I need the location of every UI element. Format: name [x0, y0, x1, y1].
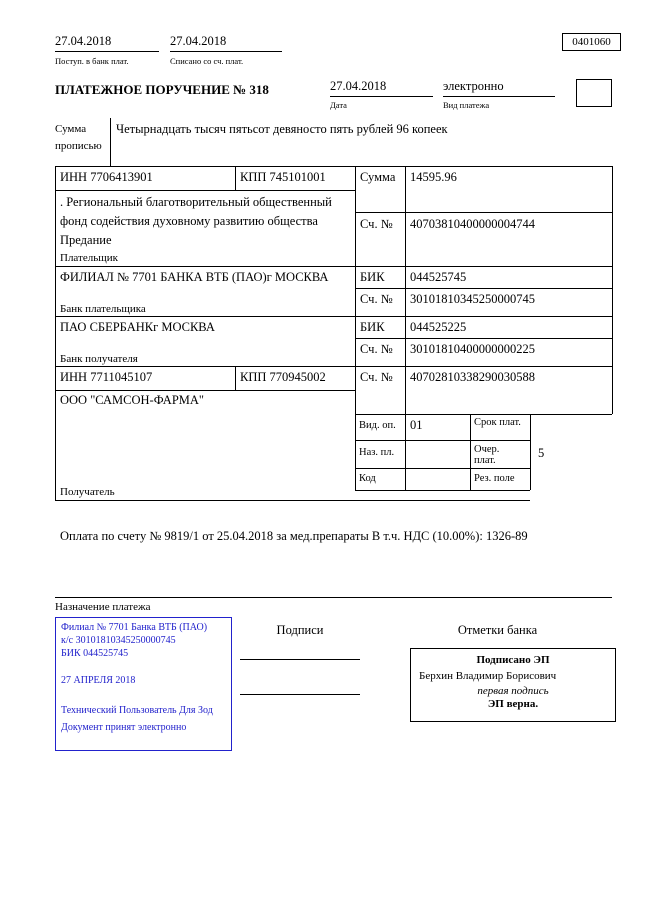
payer-bank-account-label: Сч. №: [360, 292, 393, 306]
bank-marks-caption: Отметки банка: [457, 623, 538, 637]
purpose-text: Оплата по счету № 9819/1 от 25.04.2018 за мед.препараты В т.ч. НДС (10.00%): 1326-89: [60, 529, 528, 543]
payment-kind-caption: Вид платежа: [443, 100, 490, 110]
form-line: [405, 166, 406, 490]
form-line: [355, 166, 356, 490]
form-line: [55, 166, 56, 500]
payer-bank-caption: Банк плательщика: [60, 303, 146, 315]
form-line: [355, 414, 612, 415]
form-line: [355, 490, 530, 491]
form-line: [55, 190, 355, 191]
priority-value: 5: [538, 446, 545, 460]
payee-bank-name: ПАО СБЕРБАНКг МОСКВА: [60, 320, 215, 334]
amount-words-label: [55, 121, 102, 154]
payee-bank-account-label: Сч. №: [360, 342, 393, 356]
empty-field-box: [576, 79, 612, 107]
payer-bank-account: 30101810345250000745: [410, 292, 535, 306]
amount-words-label-line2: прописью: [55, 139, 102, 152]
amount-words-value: Четырнадцать тысяч пятьсот девяносто пять рублей 96 копеек: [116, 122, 448, 136]
payee-inn: ИНН 7711045107: [60, 370, 153, 384]
term-label: Срок плат.: [474, 417, 521, 428]
sum-value: 14595.96: [410, 170, 457, 184]
bank-stamp-user: Технический Пользователь Для Зод: [61, 705, 213, 716]
signatures-caption: Подписи: [276, 623, 324, 637]
payee-account-label: Сч. №: [360, 370, 393, 384]
payee-bank-account: 30101810400000000225: [410, 342, 535, 356]
payee-kpp: КПП 770945002: [240, 370, 326, 384]
debit-date: 27.04.2018: [170, 34, 282, 52]
receipt-date-caption: Поступ. в банк плат.: [55, 56, 129, 66]
payer-inn: ИНН 7706413901: [60, 170, 153, 184]
doc-title: ПЛАТЕЖНОЕ ПОРУЧЕНИЕ № 318: [55, 82, 269, 97]
form-line: [355, 440, 530, 441]
form-line: [355, 288, 612, 289]
form-line: [55, 597, 612, 598]
doc-date: 27.04.2018: [330, 79, 433, 97]
purpose-caption: Назначение платежа: [55, 601, 151, 613]
priority-label: Очер. плат.: [474, 444, 500, 466]
payer-bank-bik: 044525745: [410, 270, 467, 284]
payee-bank-bik: 044525225: [410, 320, 467, 334]
bank-stamp: [55, 617, 232, 751]
payer-kpp: КПП 745101001: [240, 170, 326, 184]
payee-account: 40702810338290030588: [410, 370, 535, 384]
debit-date-caption: Списано со сч. плат.: [170, 56, 244, 66]
signature-line-1: [240, 659, 360, 660]
form-line: [55, 390, 355, 391]
payment-kind: электронно: [443, 79, 555, 97]
signed-title: Подписано ЭП: [476, 654, 550, 666]
payer-bank-bik-label: БИК: [360, 270, 385, 284]
form-line: [55, 166, 612, 167]
payer-account: 40703810400000004744: [410, 217, 535, 231]
verified-text: ЭП верна.: [487, 698, 539, 711]
form-line: [55, 366, 612, 367]
form-line: [355, 468, 530, 469]
payee-bank-bik-label: БИК: [360, 320, 385, 334]
form-line: [355, 212, 612, 213]
form-line: [612, 166, 613, 414]
payer-caption: Плательщик: [60, 252, 118, 264]
signature-line-2: [240, 694, 360, 695]
form-line: [235, 166, 236, 190]
form-line: [470, 414, 471, 490]
bank-stamp-date: 27 АПРЕЛЯ 2018: [61, 675, 136, 686]
signer-name: Берхин Владимир Борисович: [419, 669, 557, 682]
payer-name: . Региональный благотворительный общественный фонд содействия духовному развитию общества Предание: [60, 195, 332, 247]
form-code-box: 0401060: [562, 33, 621, 51]
bank-stamp-corr-account: к/с 30101810345250000745: [61, 635, 176, 646]
bank-stamp-status: Документ принят электронно: [61, 722, 187, 733]
code-label: Код: [359, 473, 376, 484]
form-line: [530, 414, 531, 490]
payee-name: ООО "САМСОН-ФАРМА": [60, 393, 205, 407]
payer-bank-name: ФИЛИАЛ № 7701 БАНКА ВТБ (ПАО)г МОСКВА: [60, 270, 329, 284]
op-kind-value: 01: [410, 418, 423, 432]
payer-account-label: Сч. №: [360, 217, 393, 231]
doc-date-caption: Дата: [330, 100, 347, 110]
op-kind-label: Вид. оп.: [359, 420, 396, 431]
bank-stamp-bank-name: Филиал № 7701 Банка ВТБ (ПАО): [61, 622, 208, 633]
bank-marks-box: [410, 648, 616, 722]
form-line: [235, 366, 236, 390]
form-line: [110, 118, 111, 166]
signature-role: первая подпись: [477, 684, 549, 697]
form-line: [55, 316, 612, 317]
purpose-code-label: Наз. пл.: [359, 447, 395, 458]
reserve-label: Рез. поле: [474, 473, 515, 484]
form-line: [355, 338, 612, 339]
payee-caption: Получатель: [60, 486, 115, 498]
amount-words-label-line1: Сумма: [55, 123, 87, 135]
sum-label: Сумма: [360, 170, 396, 184]
receipt-date: 27.04.2018: [55, 34, 159, 52]
bank-stamp-bik: БИК 044525745: [61, 648, 129, 659]
payee-bank-caption: Банк получателя: [60, 353, 138, 365]
form-line: [55, 266, 612, 267]
form-line: [55, 500, 530, 501]
